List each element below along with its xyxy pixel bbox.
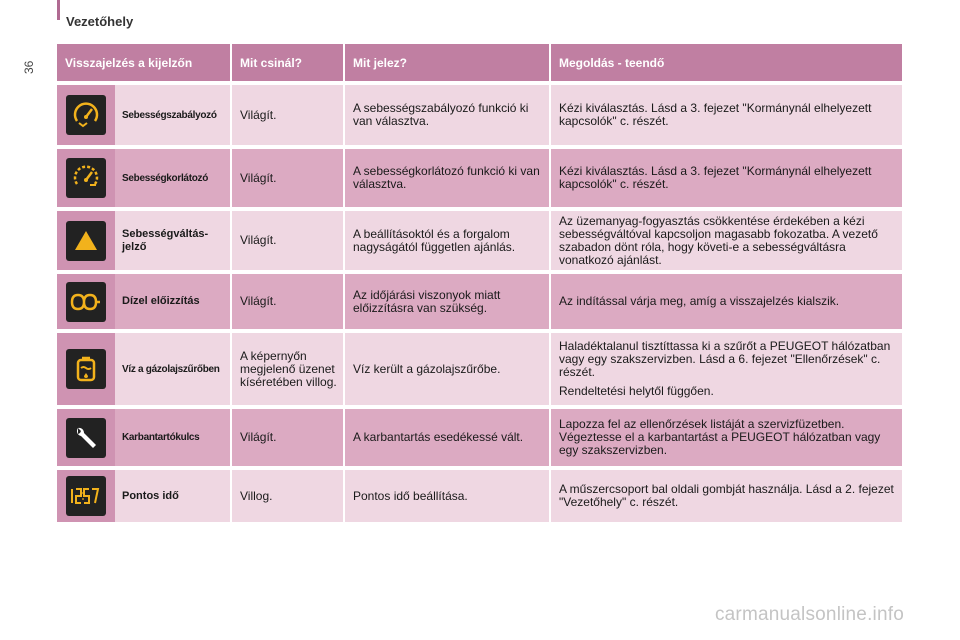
table-row	[57, 274, 902, 329]
solution-cell: Lapozza fel az ellenőrzések listáját a szervizfüzetben. Végeztesse el a karbantartást a PEUGEOT hálózatban vagy egy szakszervizben.	[549, 409, 902, 466]
solution-cell: Kézi kiválasztás. Lásd a 3. fejezet "Kormánynál elhelyezett kapcsolók" c. részét.	[549, 149, 902, 207]
column-header-indicator: Visszajelzés a kijelzőn	[65, 55, 193, 70]
indicator-name: Pontos idő	[122, 489, 179, 502]
meaning-cell: A sebességkorlátozó funkció ki van választva.	[343, 149, 549, 207]
table-header	[57, 44, 902, 81]
table-row	[57, 149, 902, 207]
meaning-cell: Pontos idő beállítása.	[343, 470, 549, 522]
glow-plug-icon	[66, 282, 106, 322]
action-cell: Világít.	[230, 85, 343, 145]
meaning-cell: A sebességszabályozó funkció ki van választva.	[343, 85, 549, 145]
solution-cell: Kézi kiválasztás. Lásd a 3. fejezet "Kormánynál elhelyezett kapcsolók" c. részét.	[549, 85, 902, 145]
warning-lights-table	[57, 44, 902, 522]
action-cell: Világít.	[230, 274, 343, 329]
table-row	[57, 85, 902, 145]
indicator-name: Sebességváltás-jelző	[122, 227, 209, 253]
gear-shift-triangle-icon	[66, 221, 106, 261]
meaning-cell: Az időjárási viszonyok miatt előizzításra van szükség.	[343, 274, 549, 329]
column-header-solution: Megoldás - teendő	[549, 44, 902, 81]
action-cell: Világít.	[230, 409, 343, 466]
indicator-name: Sebességszabályozó	[122, 109, 217, 121]
solution-cell: Az indítással várja meg, amíg a visszajelzés kialszik.	[549, 274, 902, 329]
indicator-name: Karbantartókulcs	[122, 432, 200, 443]
solution-cell: Az üzemanyag-fogyasztás csökkentése érdekében a kézi sebességváltóval kapcsoljon magasabb fokozatba. A vezető szabadon dönt róla, hogy követi-e a sebességváltásra vonatkozó ajánlást.	[549, 211, 902, 270]
action-cell: Világít.	[230, 149, 343, 207]
solution-cell: Haladéktalanul tisztíttassa ki a szűrőt a PEUGEOT hálózatban vagy egy szakszervizben. Lásd a 6. fejezet "Ellenőrzések" c. részét. Rendeltetési helytől függően.	[549, 333, 902, 405]
section-accent-bar	[57, 0, 60, 20]
solution-cell: A műszercsoport bal oldali gombját használja. Lásd a 2. fejezet "Vezetőhely" c. részét.	[549, 470, 902, 522]
meaning-cell: A beállításoktól és a forgalom nagyságától független ajánlás.	[343, 211, 549, 270]
indicator-name: Sebességkorlátozó	[122, 172, 209, 184]
action-cell: Világít.	[230, 211, 343, 270]
column-header-meaning: Mit jelez?	[343, 44, 549, 81]
indicator-name: Víz a gázolajszűrőben	[122, 363, 220, 375]
table-row	[57, 470, 902, 522]
speed-limiter-icon	[66, 95, 106, 135]
meaning-cell: A karbantartás esedékessé vált.	[343, 409, 549, 466]
column-header-action: Mit csinál?	[230, 44, 343, 81]
table-row	[57, 211, 902, 270]
section-title: Vezetőhely	[66, 14, 134, 29]
speed-restrictor-icon	[66, 158, 106, 198]
wrench-icon	[66, 418, 106, 458]
watermark-text: carmanualsonline.info	[714, 604, 904, 625]
action-cell: Villog.	[230, 470, 343, 522]
water-in-fuel-filter-icon	[66, 349, 106, 389]
table-row	[57, 409, 902, 466]
table-row	[57, 333, 902, 405]
meaning-cell: Víz került a gázolajszűrőbe.	[343, 333, 549, 405]
clock-display-icon	[66, 476, 106, 516]
page-number: 36	[22, 60, 36, 74]
action-cell: A képernyőn megjelenő üzenet kíséretében villog.	[230, 333, 343, 405]
indicator-name: Dízel előizzítás	[122, 295, 200, 307]
